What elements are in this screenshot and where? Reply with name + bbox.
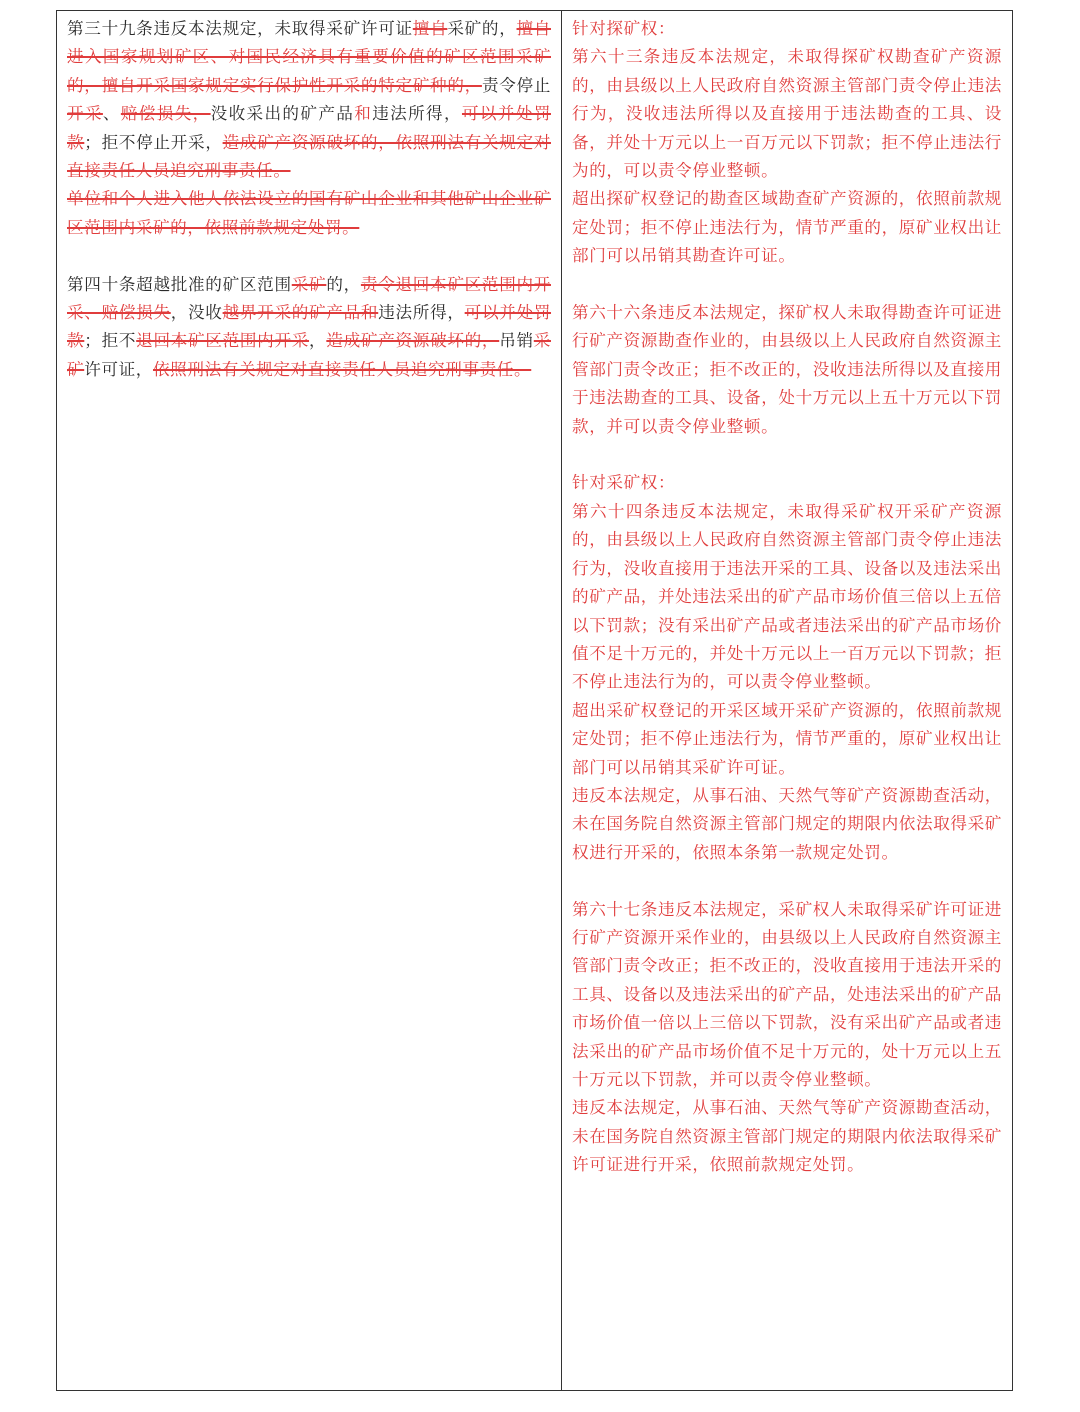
deleted-text: 越界开采的矿产品和	[222, 303, 379, 323]
retained-text: ；拒不停止开采，	[84, 132, 223, 152]
article-66: 第六十六条违反本法规定，探矿权人未取得勘查许可证进行矿产资源勘查作业的，由县级以上人民政府自然资源主管部门责令改正；拒不改正的，没收违法所得以及直接用于违法勘查的工具、设备，处十万元以上五十万元以下罚款，并可以责令停业整顿。	[572, 303, 1002, 436]
deleted-text: 退回本矿区范围内开采	[136, 331, 310, 351]
article-64-paragraph-2: 超出采矿权登记的开采区域开采矿产资源的，依照前款规定处罚；拒不停止违法行为，情节严重的，原矿业权出让部门可以吊销其采矿许可证。	[572, 700, 1002, 777]
deleted-text: 依照刑法有关规定对直接责任人员追究刑事责任。	[152, 359, 532, 379]
article-39-paragraph-2	[67, 185, 551, 242]
retained-text: ；拒不	[84, 331, 137, 351]
deleted-text: 采矿	[291, 274, 327, 294]
article-64: 第六十四条违反本法规定，未取得采矿权开采矿产资源的，由县级以上人民政府自然资源主管部门责令停止违法行为，没收直接用于违法开采的工具、设备以及违法采出的矿产品，并处违法采出的矿产品市场价值三倍以上五倍以下罚款；没有采出矿产品或者违法采出的矿产品市场价值不足十万元的，并处十万元以上一百万元以下罚款；拒不停止违法行为的，可以责令停业整顿。	[572, 501, 1002, 692]
deleted-text: 造成矿产资源破坏的，依照刑法有关规定对直接责任人员追究刑事责任。	[67, 132, 551, 181]
retained-text: 、	[102, 104, 121, 124]
deleted-text: 擅自	[412, 19, 448, 38]
old-law-column	[57, 11, 562, 1390]
retained-text: 第三十九条违反本法规定，未取得采矿许可证	[67, 19, 413, 38]
deleted-text: 造成矿产资源破坏的，	[326, 331, 500, 351]
deleted-text: 可以并处罚款	[67, 303, 552, 351]
exploration-heading: 针对探矿权：	[572, 19, 676, 38]
deleted-text: 开采	[67, 104, 103, 124]
deleted-text: 单位和个人进入他人依法设立的国有矿山企业和其他矿山企业矿区范围内采矿的，依照前款规定处罚。	[67, 189, 551, 237]
retained-text: 违法所得，	[378, 303, 465, 323]
article-39	[67, 15, 551, 185]
retained-text: 违法所得，	[372, 104, 462, 124]
comparison-table	[56, 10, 1013, 1391]
retained-text: ，没收	[170, 303, 223, 323]
article-67-paragraph-2: 违反本法规定，从事石油、天然气等矿产资源勘查活动，未在国务院自然资源主管部门规定的期限内依法取得采矿许可证进行开采，依照前款规定处罚。	[572, 1098, 1002, 1175]
retained-text: ，	[309, 331, 327, 351]
inserted-text: 和	[354, 104, 373, 124]
retained-text: 吊销	[499, 331, 534, 351]
retained-text: 没收采出的矿产品	[210, 104, 355, 124]
deleted-text: 责令退回本矿区范围内开采、赔偿损失	[67, 274, 551, 323]
retained-text: 许可证，	[84, 359, 153, 379]
retained-text: 的，	[326, 274, 361, 294]
article-63-paragraph-2: 超出探矿权登记的勘查区域勘查矿产资源的，依照前款规定处罚；拒不停止违法行为，情节严重的，原矿业权出让部门可以吊销其勘查许可证。	[572, 189, 1002, 266]
article-67: 第六十七条违反本法规定，采矿权人未取得采矿许可证进行矿产资源开采作业的，由县级以上人民政府自然资源主管部门责令改正；拒不改正的，没收直接用于违法开采的工具、设备以及违法采出的矿产品，处违法采出的矿产品市场价值一倍以上三倍以下罚款，没有采出矿产品或者违法采出的矿产品市场价值不足十万元的，处十万元以上五十万元以下罚款，并可以责令停业整顿。	[572, 899, 1002, 1089]
deleted-text: 赔偿损失，	[120, 104, 211, 124]
retained-text: 责令停止	[481, 75, 551, 95]
article-63: 第六十三条违反本法规定，未取得探矿权勘查矿产资源的，由县级以上人民政府自然资源主管部门责令停止违法行为，没收违法所得以及直接用于违法勘查的工具、设备，并处十万元以上一百万元以下罚款；拒不停止违法行为的，可以责令停业整顿。	[572, 47, 1002, 181]
mining-heading: 针对采矿权：	[572, 473, 676, 493]
deleted-text: 采矿	[67, 331, 551, 379]
article-64-paragraph-3: 违反本法规定，从事石油、天然气等矿产资源勘查活动，未在国务院自然资源主管部门规定的期限内依法取得采矿权进行开采的，依照本条第一款规定处罚。	[572, 785, 1002, 862]
retained-text: 采矿的，	[447, 19, 517, 38]
article-40	[67, 271, 551, 385]
deleted-text: 可以并处罚款	[67, 104, 551, 152]
deleted-text: 擅自进入国家规划矿区、对国民经济具有重要价值的矿区范围采矿的，擅自开采国家规定实行保护性开采的特定矿种的，	[67, 19, 551, 95]
new-law-column	[562, 11, 1012, 1390]
retained-text: 第四十条超越批准的矿区范围	[67, 274, 292, 294]
